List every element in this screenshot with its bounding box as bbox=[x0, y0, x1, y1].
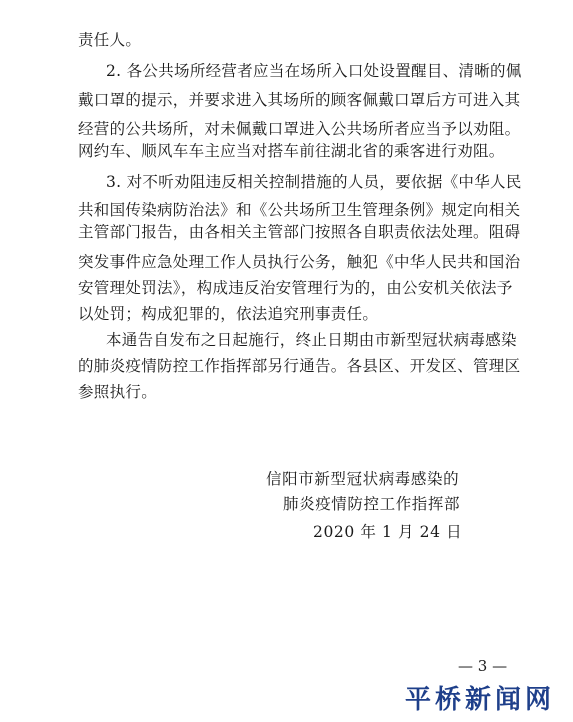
text-line: 共和国传染病防治法》和《公共场所卫生管理条例》规定向相关 bbox=[78, 201, 521, 219]
page-number: — 3 — bbox=[458, 657, 508, 675]
text-line: 经营的公共场所，对未佩戴口罩进入公共场所者应当予以劝阻。 bbox=[78, 120, 521, 138]
site-watermark: 平桥新闻网 bbox=[404, 685, 555, 715]
text-line: 责任人。 bbox=[78, 31, 142, 49]
text-line: 戴口罩的提示，并要求进入其场所的顾客佩戴口罩后方可进入其 bbox=[78, 91, 521, 109]
text-line: 参照执行。 bbox=[78, 383, 158, 401]
text-line: 主管部门报告，由各相关主管部门按照各自职责依法处理。阻碍 bbox=[78, 223, 521, 241]
signature-org-line-1: 信阳市新型冠状病毒感染的 bbox=[266, 470, 460, 488]
paragraph-2-first-line: 2. 各公共场所经营者应当在场所入口处设置醒目、清晰的佩 bbox=[106, 62, 522, 80]
text-line: 突发事件应急处理工作人员执行公务，触犯《中华人民共和国治 bbox=[78, 253, 521, 271]
signature-org-line-2: 肺炎疫情防控工作指挥部 bbox=[283, 495, 461, 513]
text-line: 安管理处罚法》，构成违反治安管理行为的，由公安机关依法予 bbox=[78, 279, 513, 297]
signature-date: 2020 年 1 月 24 日 bbox=[313, 523, 463, 541]
text-line: 网约车、顺风车车主应当对搭车前往湖北省的乘客进行劝阻。 bbox=[78, 142, 505, 160]
text-line: 以处罚；构成犯罪的，依法追究刑事责任。 bbox=[78, 305, 379, 323]
text-line: 的肺炎疫情防控工作指挥部另行通告。各县区、开发区、管理区 bbox=[78, 357, 521, 375]
closing-paragraph-first-line: 本通告自发布之日起施行，终止日期由市新型冠状病毒感染 bbox=[106, 331, 517, 349]
paragraph-3-first-line: 3. 对不听劝阻违反相关控制措施的人员，要依据《中华人民 bbox=[106, 173, 522, 191]
